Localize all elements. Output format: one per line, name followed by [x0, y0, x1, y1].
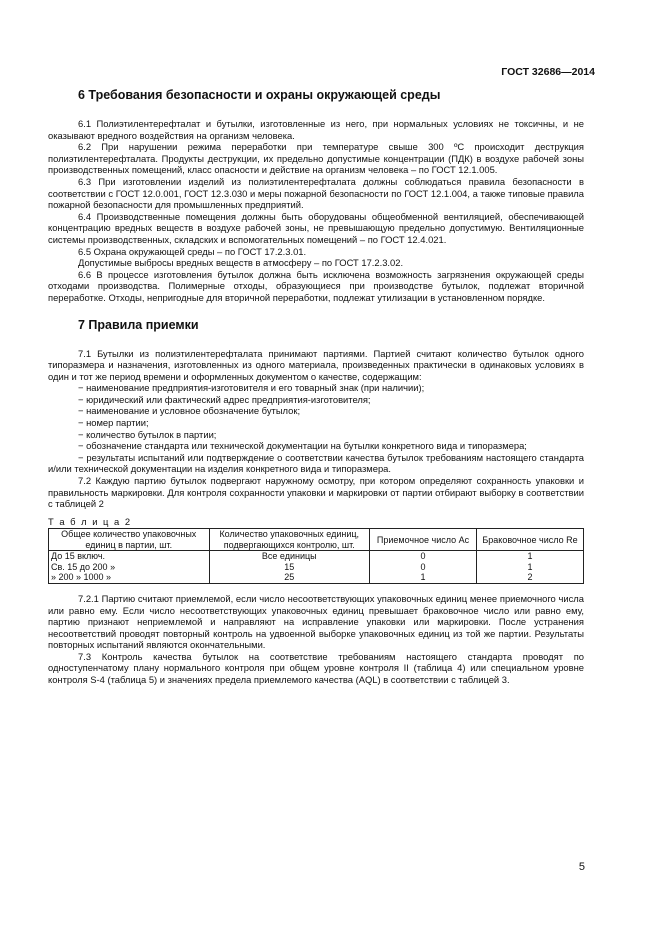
lot-size-cell: Св. 15 до 200 » — [49, 562, 210, 573]
list-item: − наименование и условное обозначение бутылок; — [78, 405, 301, 417]
header-rejection-number: Браковочное число Re — [477, 529, 584, 551]
header-sample-size: Количество упаковочных единиц, подвергающихся контролю, шт. — [209, 529, 370, 551]
list-item: − обозначение стандарта или технической документации на бутылки конкретного вида и типоразмера; — [78, 440, 527, 452]
paragraph-7-2-1: 7.2.1 Партию считают приемлемой, если число несоответствующих упаковочных единиц менее приемочного числа или равно ему. Если число несоответствующих упаковочных единиц превышает браковочное число или равно ему, партию признают неприемлемой и направляют на исправление упаковки или маркировки. После устранения несоответствий проводят повторный контроль на удвоенной выборке упаковочных единиц из той же партии. Результаты повторных испытаний являются окончательными. — [48, 592, 584, 651]
table-header-row — [49, 529, 584, 551]
list-item: − наименование предприятия-изготовителя и его товарный знак (при наличии); — [78, 382, 425, 394]
table-row — [49, 551, 584, 562]
paragraph-6-5-emissions: Допустимые выбросы вредных веществ в атмосферу – по ГОСТ 17.2.3.02. — [78, 257, 404, 269]
lot-size-cell: До 15 включ. — [49, 551, 210, 562]
re-cell: 1 — [477, 562, 584, 573]
sample-size-cell: Все единицы — [209, 551, 370, 562]
list-item: − номер партии; — [78, 417, 149, 429]
section-7-title: 7 Правила приемки — [78, 317, 199, 332]
document-code: ГОСТ 32686—2014 — [501, 66, 595, 78]
table-row — [49, 572, 584, 583]
sample-size-cell: 25 — [209, 572, 370, 583]
sampling-table — [48, 528, 584, 584]
re-cell: 2 — [477, 572, 584, 583]
paragraph-7-1: 7.1 Бутылки из полиэтилентерефталата принимают партиями. Партией считают количество бутылок одного типоразмера и назначения, изготовленных из одного материала, произведенных практически в одинаковых условиях в один и тот же период времени и оформленных документом о качестве, содержащим: — [48, 347, 584, 382]
paragraph-6-2: 6.2 При нарушении режима переработки при температуре свыше 300 ºС происходит деструкция полиэтилентерефталата. Продукты деструкции, их предельно допустимые концентрации (ПДК) в воздухе рабочей зоны производственных помещений, класс опасности и действие на организм человека – по ГОСТ 12.1.005. — [48, 141, 584, 176]
paragraph-6-6: 6.6 В процессе изготовления бутылок должна быть исключена возможность загрязнения окружающей среды отходами производства. Полимерные отходы, образующиеся при производстве бутылок, подлежат вторичной переработке. Отходы, непригодные для вторичной переработки, подлежат утилизации в установленном порядке. — [48, 268, 584, 303]
list-item: − количество бутылок в партии; — [78, 428, 217, 440]
section-6-title: 6 Требования безопасности и охраны окружающей среды — [78, 88, 441, 102]
header-acceptance-number: Приемочное число Ac — [370, 529, 477, 551]
paragraph-6-3: 6.3 При изготовлении изделий из полиэтилентерефталата должны соблюдаться правила безопасности в соответствии с ГОСТ 12.0.001, ГОСТ 12.3.030 и меры пожарной безопасности по ГОСТ 12.1.004, а также типовые правила пожарной безопасности для промышленных предприятий. — [48, 175, 584, 211]
header-lot-size: Общее количество упаковочных единиц в партии, шт. — [49, 529, 210, 551]
list-item: − результаты испытаний или подтверждение о соответствии качества бутылок требованиям настоящего стандарта и/или технической документации на изделия конкретного вида и типоразмера. — [48, 451, 584, 475]
ac-cell: 0 — [370, 562, 477, 573]
ac-cell: 0 — [370, 551, 477, 562]
paragraph-6-5: 6.5 Охрана окружающей среды – по ГОСТ 17.2.3.01. — [78, 245, 307, 257]
paragraph-6-1: 6.1 Полиэтилентерефталат и бутылки, изготовленные из него, при нормальных условиях не токсичны, и не оказывают вредного воздействия на организм человека. — [48, 118, 584, 141]
paragraph-7-3: 7.3 Контроль качества бутылок на соответствие требованиям настоящего стандарта проводят по одноступенчатому плану нормального контроля при общем уровне контроля II (таблица 4) или специальном уровне контроля S-4 (таблица 5) и значениях предела приемлемого качества (AQL) в соответствии с таблицей 3. — [48, 650, 584, 686]
sample-size-cell: 15 — [209, 562, 370, 573]
page-content — [48, 88, 584, 686]
ac-cell: 1 — [370, 572, 477, 583]
paragraph-6-4: 6.4 Производственные помещения должны быть оборудованы общеобменной вентиляцией, обеспечивающей концентрацию вредных веществ в воздухе рабочей зоны, не превышающую предельно допустимую. Вентиляционные системы производственных, складских и вспомогательных помещений – по ГОСТ 12.4.021. — [48, 210, 584, 245]
table-caption: Т а б л и ц а 2 — [48, 515, 132, 527]
table-row — [49, 562, 584, 573]
page-number: 5 — [578, 861, 585, 873]
paragraph-7-2: 7.2 Каждую партию бутылок подвергают наружному осмотру, при котором определяют сохранность упаковки и правильность маркировки. Для контроля сохранности упаковки и маркировки от партии отбирают выборку в соответствии с таблицей 2 — [48, 475, 584, 510]
list-item: − юридический или фактический адрес предприятия-изготовителя; — [78, 393, 371, 405]
lot-size-cell: » 200 » 1000 » — [49, 572, 210, 583]
re-cell: 1 — [477, 551, 584, 562]
